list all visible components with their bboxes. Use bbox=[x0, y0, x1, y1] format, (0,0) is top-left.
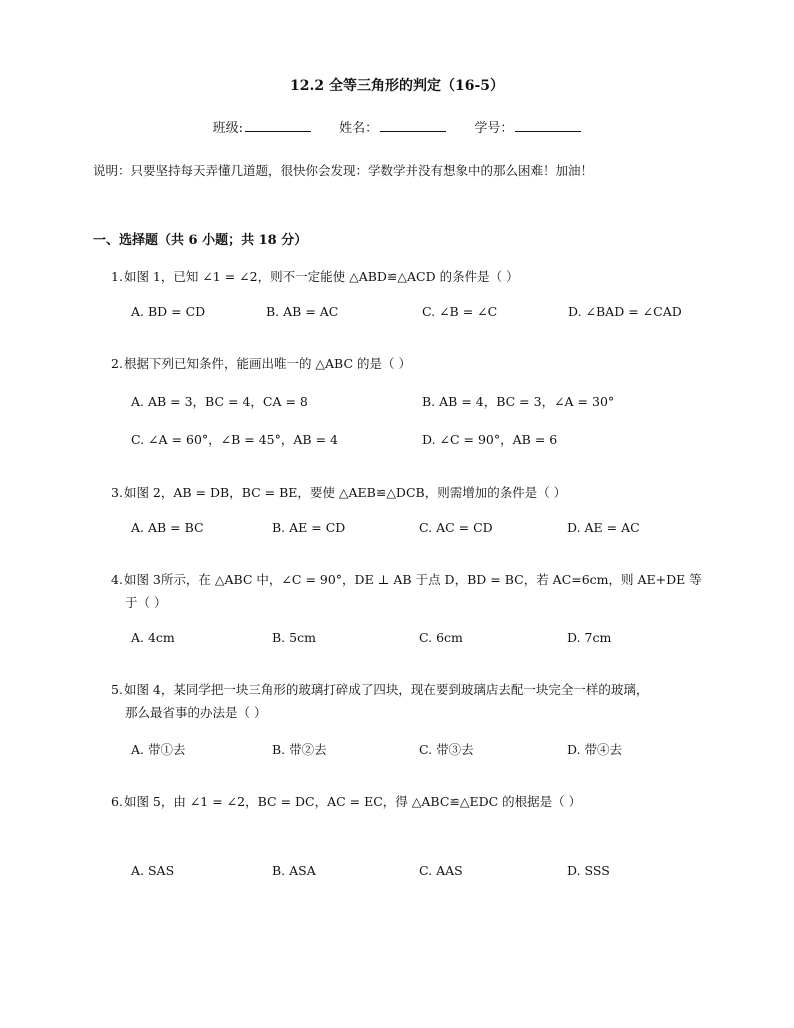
question-3 bbox=[111, 481, 711, 504]
option-b[interactable]: B. AB = AC bbox=[266, 304, 339, 319]
option-c[interactable]: C. 6cm bbox=[419, 630, 463, 645]
option-a[interactable]: A. AB = BC bbox=[131, 520, 204, 535]
option-c[interactable]: C. ∠B = ∠C bbox=[422, 304, 498, 319]
student-info-line bbox=[0, 117, 794, 136]
option-a[interactable]: A. 4cm bbox=[131, 630, 175, 645]
option-c[interactable]: C. AAS bbox=[419, 863, 463, 878]
option-d[interactable]: D. ∠C = 90°，AB = 6 bbox=[422, 432, 558, 447]
option-c[interactable]: C. AC = CD bbox=[419, 520, 493, 535]
question-number: 3. bbox=[111, 485, 123, 500]
id-label: 学号： bbox=[474, 121, 514, 136]
option-a[interactable]: A. SAS bbox=[131, 863, 175, 878]
id-field bbox=[474, 117, 581, 136]
class-field bbox=[213, 117, 311, 136]
question-text: 根据下列已知条件，能画出唯一的 △ABC 的是（ ） bbox=[123, 356, 411, 371]
instruction-note: 说明：只要坚持每天弄懂几道题，很快你会发现：学数学并没有想象中的那么困难！加油！ bbox=[93, 163, 594, 178]
question-line-1 bbox=[111, 568, 711, 591]
question-2-options-row1 bbox=[131, 392, 751, 410]
question-text: 如图 2，AB = DB，BC = BE，要使 △AEB≌△DCB，则需增加的条件是（ ） bbox=[123, 485, 567, 500]
option-b[interactable]: B. AB = 4，BC = 3，∠A = 30° bbox=[422, 394, 615, 409]
option-d[interactable]: D. ∠BAD = ∠CAD bbox=[568, 304, 682, 319]
option-c[interactable]: C. 带③去 bbox=[419, 742, 474, 757]
option-d[interactable]: D. AE = AC bbox=[567, 520, 640, 535]
question-6 bbox=[111, 790, 711, 813]
option-a[interactable]: A. BD = CD bbox=[131, 304, 206, 319]
question-text: 如图 1，已知 ∠1 = ∠2，则不一定能使 △ABD≌△ACD 的条件是（ ） bbox=[123, 269, 519, 284]
option-d[interactable]: D. SSS bbox=[567, 863, 610, 878]
option-d[interactable]: D. 带④去 bbox=[567, 742, 623, 757]
option-d[interactable]: D. 7cm bbox=[567, 630, 612, 645]
option-b[interactable]: B. AE = CD bbox=[272, 520, 346, 535]
class-label: 班级: bbox=[212, 121, 244, 136]
question-1-options bbox=[131, 304, 751, 322]
page-title: 12.2 全等三角形的判定（16-5） bbox=[289, 78, 504, 94]
question-number: 2. bbox=[111, 356, 123, 371]
question-6-options bbox=[131, 863, 751, 881]
name-field bbox=[339, 117, 446, 136]
question-number: 6. bbox=[111, 794, 123, 809]
option-b[interactable]: B. 5cm bbox=[272, 630, 316, 645]
question-number: 1. bbox=[111, 269, 123, 284]
question-2 bbox=[111, 352, 711, 375]
option-c[interactable]: C. ∠A = 60°，∠B = 45°，AB = 4 bbox=[131, 432, 338, 447]
name-blank[interactable] bbox=[380, 119, 446, 132]
question-4 bbox=[111, 568, 711, 614]
class-blank[interactable] bbox=[245, 119, 311, 132]
question-text: 如图 5，由 ∠1 = ∠2，BC = DC，AC = EC，得 △ABC≌△EDC 的根据是（ ） bbox=[123, 794, 582, 809]
question-line-2: 那么最省事的办法是（ ） bbox=[125, 705, 267, 720]
question-4-options bbox=[131, 630, 751, 648]
question-line-1 bbox=[111, 678, 711, 701]
section-heading: 一、选择题（共 6 小题；共 18 分） bbox=[93, 233, 308, 248]
question-text: 如图 4，某同学把一块三角形的玻璃打碎成了四块，现在要到玻璃店去配一块完全一样的玻璃， bbox=[123, 682, 649, 697]
option-a[interactable]: A. AB = 3，BC = 4，CA = 8 bbox=[131, 394, 308, 409]
question-line-2: 于（ ） bbox=[125, 595, 167, 610]
question-5-options bbox=[131, 740, 751, 758]
question-3-options bbox=[131, 520, 751, 538]
option-b[interactable]: B. 带②去 bbox=[272, 742, 327, 757]
option-b[interactable]: B. ASA bbox=[272, 863, 316, 878]
id-blank[interactable] bbox=[515, 119, 581, 132]
question-number: 5. bbox=[111, 682, 123, 697]
question-1 bbox=[111, 265, 711, 288]
question-5 bbox=[111, 678, 711, 724]
question-text: 如图 3所示，在 △ABC 中，∠C = 90°，DE ⊥ AB 于点 D，BD = BC，若 AC=6cm，则 AE+DE 等 bbox=[123, 572, 702, 587]
question-2-options-row2 bbox=[131, 430, 751, 448]
name-label: 姓名： bbox=[339, 121, 379, 136]
option-a[interactable]: A. 带①去 bbox=[131, 742, 186, 757]
question-number: 4. bbox=[111, 572, 123, 587]
